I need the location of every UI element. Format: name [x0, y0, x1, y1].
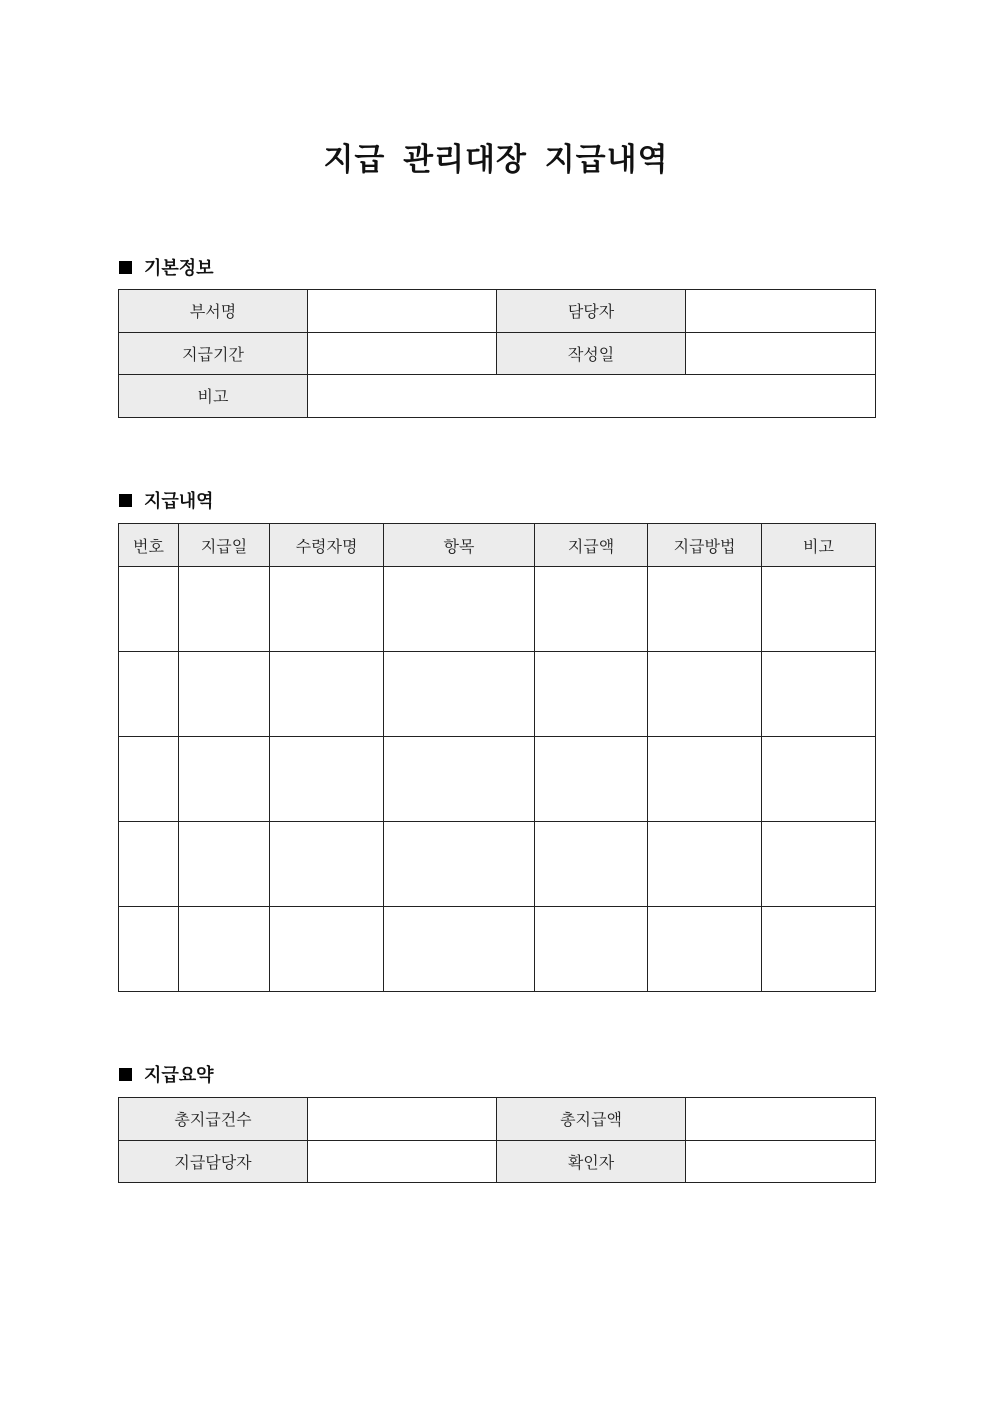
table-cell[interactable] — [535, 652, 648, 737]
table-cell[interactable] — [270, 652, 384, 737]
document-title: 지급 관리대장 지급내역 — [323, 142, 669, 178]
table-cell[interactable] — [384, 567, 535, 652]
table-row — [119, 652, 876, 737]
table-header-row — [119, 524, 876, 567]
table-cell[interactable] — [648, 907, 762, 992]
summary-table — [118, 1097, 876, 1183]
date-written-label: 작성일 — [497, 332, 686, 375]
manager-label: 담당자 — [497, 290, 686, 333]
payment-details-table — [118, 523, 876, 992]
table-row — [119, 822, 876, 907]
table-cell[interactable] — [648, 567, 762, 652]
table-cell[interactable] — [762, 737, 876, 822]
column-header-number: 번호 — [119, 524, 179, 567]
manager-value[interactable] — [686, 290, 876, 333]
table-cell[interactable] — [762, 567, 876, 652]
table-cell[interactable] — [179, 822, 270, 907]
column-header-payment-date: 지급일 — [179, 524, 270, 567]
square-bullet-icon — [119, 261, 132, 274]
table-cell[interactable] — [119, 567, 179, 652]
table-cell[interactable] — [179, 652, 270, 737]
table-cell[interactable] — [119, 652, 179, 737]
total-amount-label: 총지급액 — [497, 1098, 686, 1141]
table-row — [119, 907, 876, 992]
details-heading-text: 지급내역 — [144, 491, 214, 512]
table-cell[interactable] — [648, 737, 762, 822]
column-header-recipient: 수령자명 — [270, 524, 384, 567]
remarks-label: 비고 — [119, 375, 308, 418]
table-cell[interactable] — [762, 652, 876, 737]
table-cell[interactable] — [119, 907, 179, 992]
basic-info-heading-text: 기본정보 — [144, 258, 214, 279]
table-cell[interactable] — [762, 822, 876, 907]
table-cell[interactable] — [384, 652, 535, 737]
remarks-value[interactable] — [308, 375, 876, 418]
period-value[interactable] — [308, 332, 497, 375]
square-bullet-icon — [119, 1068, 132, 1081]
column-header-method: 지급방법 — [648, 524, 762, 567]
table-cell[interactable] — [648, 652, 762, 737]
total-amount-value[interactable] — [686, 1098, 876, 1141]
table-cell[interactable] — [119, 822, 179, 907]
square-bullet-icon — [119, 494, 132, 507]
table-cell[interactable] — [535, 907, 648, 992]
basic-info-heading — [119, 254, 214, 280]
table-cell[interactable] — [535, 737, 648, 822]
table-cell[interactable] — [384, 822, 535, 907]
table-cell[interactable] — [535, 822, 648, 907]
table-cell[interactable] — [179, 737, 270, 822]
payment-manager-label: 지급담당자 — [119, 1140, 308, 1183]
table-cell[interactable] — [384, 737, 535, 822]
table-cell[interactable] — [270, 567, 384, 652]
period-label: 지급기간 — [119, 332, 308, 375]
table-row — [119, 375, 876, 418]
payment-manager-value[interactable] — [308, 1140, 497, 1183]
table-row — [119, 737, 876, 822]
table-cell[interactable] — [270, 822, 384, 907]
table-row — [119, 1140, 876, 1183]
table-cell[interactable] — [762, 907, 876, 992]
column-header-amount: 지급액 — [535, 524, 648, 567]
summary-heading-text: 지급요약 — [144, 1065, 214, 1086]
confirmer-label: 확인자 — [497, 1140, 686, 1183]
summary-heading — [119, 1061, 214, 1087]
table-cell[interactable] — [535, 567, 648, 652]
confirmer-value[interactable] — [686, 1140, 876, 1183]
table-row — [119, 567, 876, 652]
table-cell[interactable] — [270, 907, 384, 992]
total-count-value[interactable] — [308, 1098, 497, 1141]
table-row — [119, 1098, 876, 1141]
total-count-label: 총지급건수 — [119, 1098, 308, 1141]
details-heading — [119, 487, 214, 513]
table-cell[interactable] — [270, 737, 384, 822]
table-cell[interactable] — [648, 822, 762, 907]
basic-info-table — [118, 289, 876, 418]
table-cell[interactable] — [384, 907, 535, 992]
table-row — [119, 332, 876, 375]
date-written-value[interactable] — [686, 332, 876, 375]
table-cell[interactable] — [179, 907, 270, 992]
table-cell[interactable] — [179, 567, 270, 652]
payment-details-body — [119, 567, 876, 992]
table-cell[interactable] — [119, 737, 179, 822]
table-row — [119, 290, 876, 333]
column-header-remarks: 비고 — [762, 524, 876, 567]
column-header-item: 항목 — [384, 524, 535, 567]
department-label: 부서명 — [119, 290, 308, 333]
department-value[interactable] — [308, 290, 497, 333]
